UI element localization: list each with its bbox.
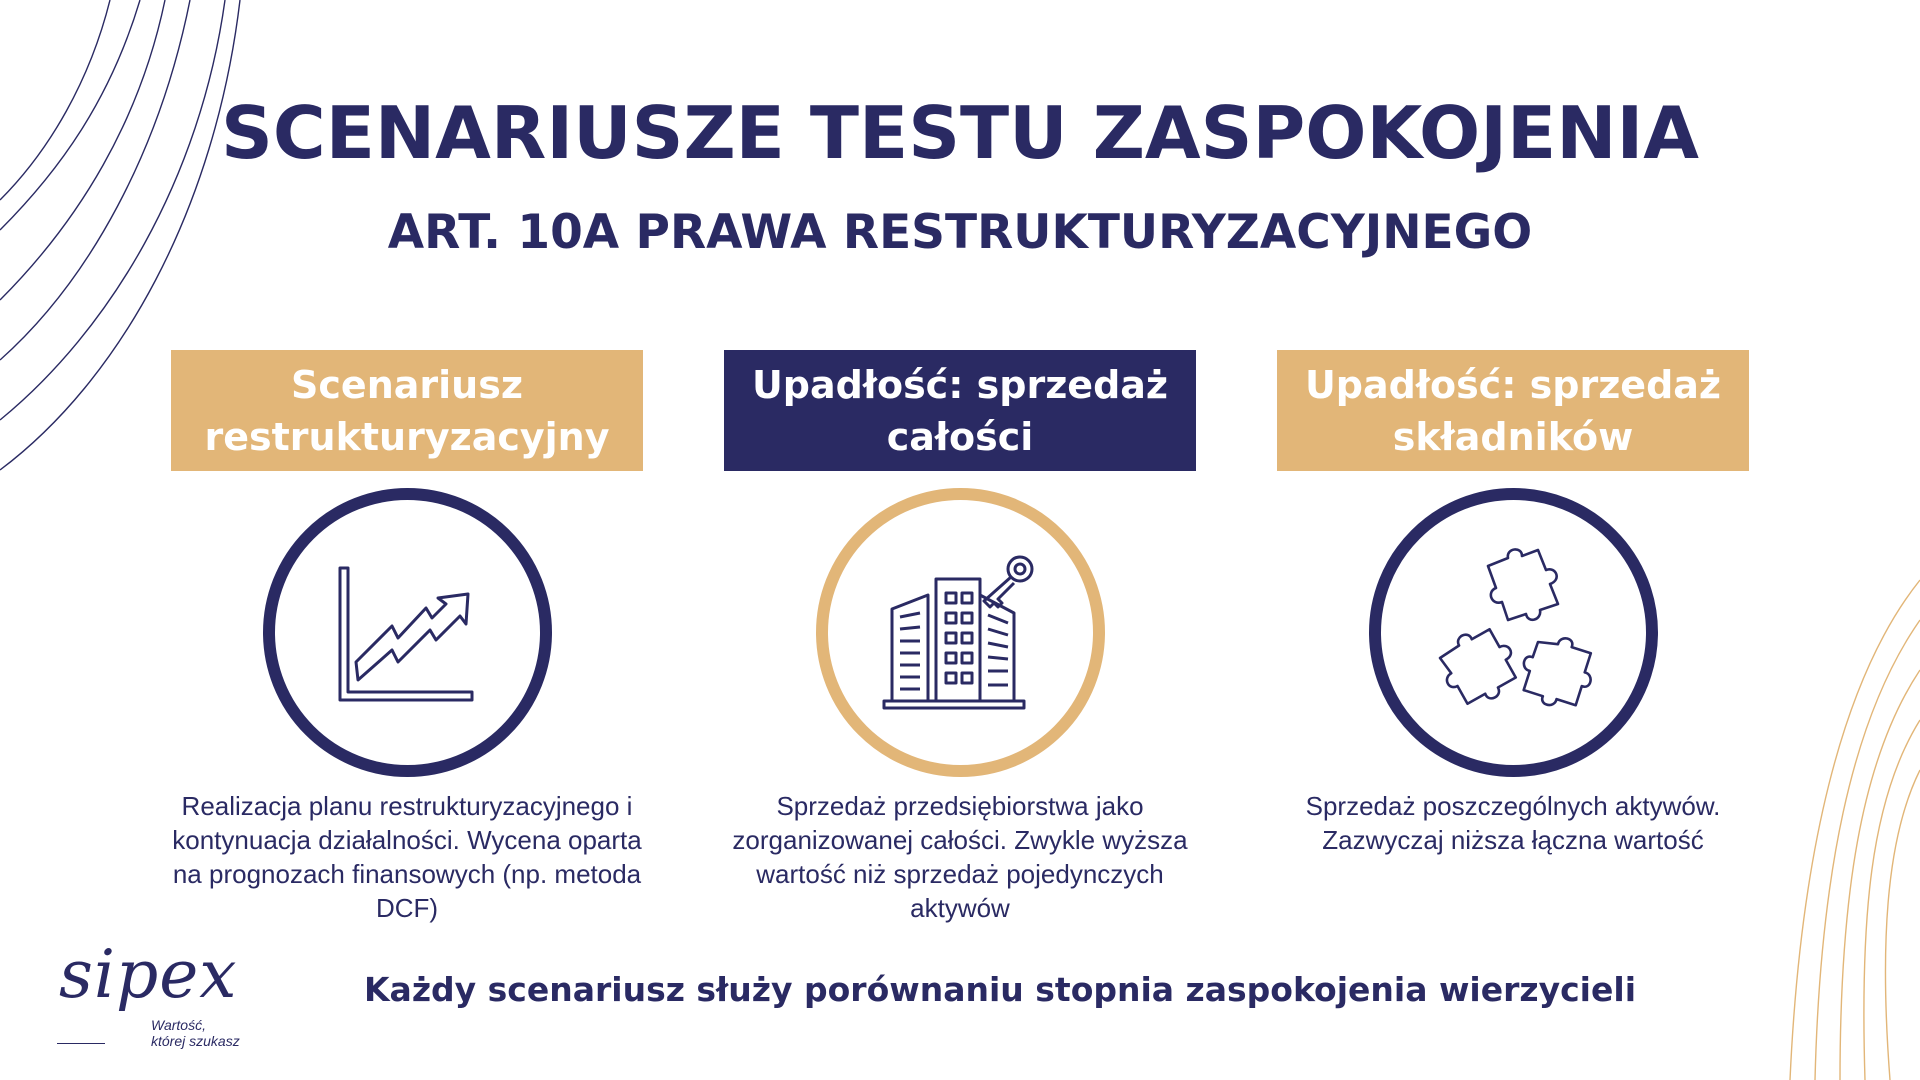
logo-tagline — [151, 1017, 240, 1049]
scenario-header-sale-components: Upadłość: sprzedaż składników — [1277, 350, 1749, 471]
scenario-column-sale-components — [1277, 350, 1749, 857]
footer-statement: Każdy scenariusz służy porównaniu stopnia zaspokojenia wierzycieli — [363, 970, 1636, 1009]
logo-wordmark: sipex — [59, 936, 238, 1013]
page-title: SCENARIUSZE TESTU ZASPOKOJENIA — [221, 91, 1699, 175]
scenario-column-sale-whole — [724, 350, 1196, 925]
scenario-description-restructuring: Realizacja planu restrukturyzacyjnego i kontynuacja działalności. Wycena oparta na prognozach finansowych (np. metoda DCF) — [172, 791, 642, 923]
scenario-column-restructuring — [171, 350, 643, 925]
page-subtitle: ART. 10A PRAWA RESTRUKTURYZACYJNEGO — [387, 205, 1533, 260]
building-key-icon — [880, 553, 1040, 713]
scenario-header-sale-whole: Upadłość: sprzedaż całości — [724, 350, 1196, 471]
scenario-icon-circle-sale-components — [1369, 488, 1658, 777]
logo-tagline-line-2: której szukasz — [151, 1033, 240, 1049]
puzzle-pieces-icon — [1418, 538, 1608, 728]
scenario-icon-circle-sale-whole — [816, 488, 1105, 777]
scenario-description-sale-whole: Sprzedaż przedsiębiorstwa jako zorganizowanej całości. Zwykle wyższa wartość niż sprzedaż pojedynczych aktywów — [732, 791, 1188, 923]
scenario-description-sale-components: Sprzedaż poszczególnych aktywów. Zazwyczaj niższa łączna wartość — [1305, 791, 1721, 855]
growth-chart-icon — [332, 558, 482, 708]
logo-tagline-line-1: Wartość, — [151, 1017, 206, 1033]
scenario-header-restructuring: Scenariusz restrukturyzacyjny — [171, 350, 643, 471]
scenario-icon-circle-restructuring — [263, 488, 552, 777]
logo-underline — [57, 1043, 105, 1044]
